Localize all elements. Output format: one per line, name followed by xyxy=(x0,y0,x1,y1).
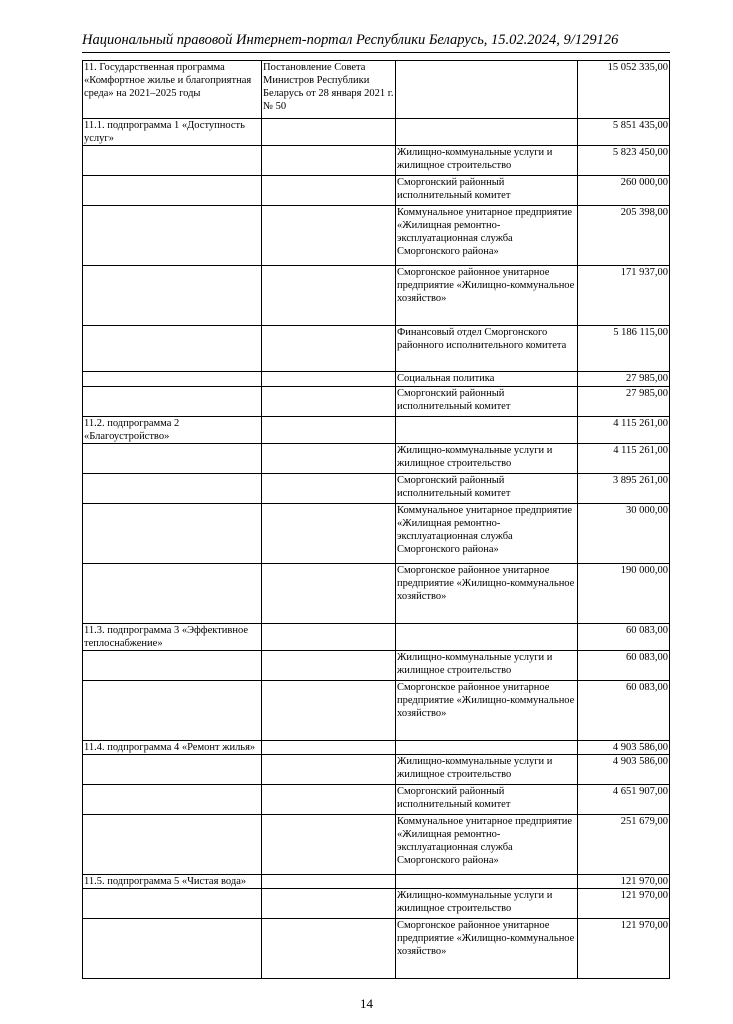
table-row xyxy=(83,889,670,919)
table-cell-c1 xyxy=(83,651,262,681)
table-cell-c2 xyxy=(262,741,396,755)
table-cell-c3: Жилищно-коммунальные услуги и жилищное строительство xyxy=(396,889,578,919)
table-cell-c2 xyxy=(262,146,396,176)
table-cell-c1 xyxy=(83,206,262,266)
table-cell-c1 xyxy=(83,889,262,919)
table-row xyxy=(83,474,670,504)
table-cell-c3 xyxy=(396,61,578,119)
table-row xyxy=(83,206,670,266)
table-row xyxy=(83,504,670,564)
table-cell-c1 xyxy=(83,146,262,176)
table-cell-c4: 5 823 450,00 xyxy=(578,146,670,176)
table-cell-c4: 4 115 261,00 xyxy=(578,444,670,474)
table-cell-c1: 11.5. подпрограмма 5 «Чистая вода» xyxy=(83,875,262,889)
table-row xyxy=(83,564,670,624)
table-cell-c2: Постановление Совета Министров Республики Беларусь от 28 января 2021 г. № 50 xyxy=(262,61,396,119)
table-cell-c2 xyxy=(262,785,396,815)
table-cell-c2 xyxy=(262,919,396,979)
table-row xyxy=(83,266,670,326)
table-cell-c1: 11.2. подпрограмма 2 «Благоустройство» xyxy=(83,417,262,444)
table-cell-c3: Сморгонский районный исполнительный комитет xyxy=(396,387,578,417)
table-row xyxy=(83,146,670,176)
table-cell-c3 xyxy=(396,417,578,444)
table-cell-c2 xyxy=(262,474,396,504)
budget-table xyxy=(82,60,670,979)
table-cell-c3: Сморгонский районный исполнительный комитет xyxy=(396,176,578,206)
table-cell-c4: 3 895 261,00 xyxy=(578,474,670,504)
table-row xyxy=(83,119,670,146)
table-cell-c3 xyxy=(396,624,578,651)
table-cell-c1 xyxy=(83,504,262,564)
table-row xyxy=(83,417,670,444)
table-cell-c2 xyxy=(262,504,396,564)
table-cell-c3: Финансовый отдел Сморгонского районного исполнительного комитета xyxy=(396,326,578,372)
table-cell-c3: Коммунальное унитарное предприятие «Жилищная ремонтно-эксплуатационная служба Сморгонского района» xyxy=(396,815,578,875)
table-cell-c3 xyxy=(396,741,578,755)
table-cell-c1 xyxy=(83,444,262,474)
table-cell-c3: Сморгонское районное унитарное предприятие «Жилищно-коммунальное хозяйство» xyxy=(396,681,578,741)
table-cell-c3: Сморгонское районное унитарное предприятие «Жилищно-коммунальное хозяйство» xyxy=(396,266,578,326)
table-cell-c2 xyxy=(262,326,396,372)
table-row xyxy=(83,176,670,206)
table-cell-c3: Коммунальное унитарное предприятие «Жилищная ремонтно-эксплуатационная служба Сморгонского района» xyxy=(396,206,578,266)
table-row xyxy=(83,624,670,651)
table-cell-c4: 190 000,00 xyxy=(578,564,670,624)
table-row xyxy=(83,444,670,474)
table-cell-c2 xyxy=(262,266,396,326)
table-cell-c2 xyxy=(262,176,396,206)
table-row xyxy=(83,372,670,387)
table-cell-c3: Жилищно-коммунальные услуги и жилищное строительство xyxy=(396,755,578,785)
table-cell-c1 xyxy=(83,564,262,624)
table-cell-c1 xyxy=(83,815,262,875)
table-row xyxy=(83,681,670,741)
table-cell-c1 xyxy=(83,681,262,741)
table-cell-c4: 4 903 586,00 xyxy=(578,741,670,755)
table-cell-c3: Сморгонское районное унитарное предприятие «Жилищно-коммунальное хозяйство» xyxy=(396,919,578,979)
table-cell-c3: Сморгонское районное унитарное предприятие «Жилищно-коммунальное хозяйство» xyxy=(396,564,578,624)
table-cell-c2 xyxy=(262,444,396,474)
table-row xyxy=(83,387,670,417)
table-cell-c4: 27 985,00 xyxy=(578,387,670,417)
table-cell-c4: 121 970,00 xyxy=(578,889,670,919)
table-row xyxy=(83,815,670,875)
table-cell-c4: 60 083,00 xyxy=(578,624,670,651)
table-cell-c2 xyxy=(262,206,396,266)
table-row xyxy=(83,919,670,979)
table-cell-c2 xyxy=(262,875,396,889)
table-cell-c1: 11.1. подпрограмма 1 «Доступность услуг» xyxy=(83,119,262,146)
table-cell-c1: 11. Государственная программа «Комфортное жилье и благоприятная среда» на 2021–2025 годы xyxy=(83,61,262,119)
table-cell-c2 xyxy=(262,564,396,624)
table-row xyxy=(83,875,670,889)
table-cell-c3 xyxy=(396,875,578,889)
table-cell-c2 xyxy=(262,681,396,741)
table-cell-c2 xyxy=(262,119,396,146)
table-cell-c3: Социальная политика xyxy=(396,372,578,387)
table-cell-c1 xyxy=(83,474,262,504)
table-cell-c1: 11.4. подпрограмма 4 «Ремонт жилья» xyxy=(83,741,262,755)
table-row xyxy=(83,61,670,119)
table-cell-c4: 60 083,00 xyxy=(578,651,670,681)
table-cell-c1 xyxy=(83,387,262,417)
table-row xyxy=(83,785,670,815)
table-cell-c2 xyxy=(262,624,396,651)
table-cell-c3: Сморгонский районный исполнительный комитет xyxy=(396,785,578,815)
table-cell-c1 xyxy=(83,266,262,326)
table-cell-c4: 60 083,00 xyxy=(578,681,670,741)
table-cell-c4: 260 000,00 xyxy=(578,176,670,206)
table-cell-c1 xyxy=(83,176,262,206)
table-cell-c3: Жилищно-коммунальные услуги и жилищное строительство xyxy=(396,651,578,681)
table-cell-c4: 121 970,00 xyxy=(578,875,670,889)
table-cell-c4: 15 052 335,00 xyxy=(578,61,670,119)
table-cell-c4: 4 115 261,00 xyxy=(578,417,670,444)
table-cell-c2 xyxy=(262,372,396,387)
header-rule xyxy=(82,52,670,53)
table-row xyxy=(83,755,670,785)
table-cell-c2 xyxy=(262,417,396,444)
table-cell-c4: 171 937,00 xyxy=(578,266,670,326)
table-cell-c2 xyxy=(262,889,396,919)
table-cell-c1 xyxy=(83,919,262,979)
table-cell-c2 xyxy=(262,387,396,417)
table-cell-c4: 205 398,00 xyxy=(578,206,670,266)
table-cell-c1 xyxy=(83,372,262,387)
table-cell-c4: 5 186 115,00 xyxy=(578,326,670,372)
page-number: 14 xyxy=(360,996,373,1011)
table-cell-c4: 27 985,00 xyxy=(578,372,670,387)
table-cell-c2 xyxy=(262,815,396,875)
table-cell-c3: Жилищно-коммунальные услуги и жилищное строительство xyxy=(396,146,578,176)
table-row xyxy=(83,326,670,372)
table-row xyxy=(83,741,670,755)
budget-table-body xyxy=(83,61,670,979)
table-cell-c2 xyxy=(262,755,396,785)
table-cell-c4: 251 679,00 xyxy=(578,815,670,875)
table-cell-c1 xyxy=(83,785,262,815)
table-cell-c4: 121 970,00 xyxy=(578,919,670,979)
table-cell-c3: Коммунальное унитарное предприятие «Жилищная ремонтно-эксплуатационная служба Сморгонского района» xyxy=(396,504,578,564)
table-cell-c1: 11.3. подпрограмма 3 «Эффективное теплоснабжение» xyxy=(83,624,262,651)
table-cell-c1 xyxy=(83,755,262,785)
table-cell-c4: 30 000,00 xyxy=(578,504,670,564)
table-cell-c4: 5 851 435,00 xyxy=(578,119,670,146)
table-cell-c4: 4 903 586,00 xyxy=(578,755,670,785)
page-header: Национальный правовой Интернет-портал Республики Беларусь, 15.02.2024, 9/129126 xyxy=(82,32,619,48)
table-cell-c4: 4 651 907,00 xyxy=(578,785,670,815)
table-cell-c3: Сморгонский районный исполнительный комитет xyxy=(396,474,578,504)
table-cell-c3 xyxy=(396,119,578,146)
table-cell-c2 xyxy=(262,651,396,681)
table-cell-c1 xyxy=(83,326,262,372)
table-cell-c3: Жилищно-коммунальные услуги и жилищное строительство xyxy=(396,444,578,474)
table-row xyxy=(83,651,670,681)
